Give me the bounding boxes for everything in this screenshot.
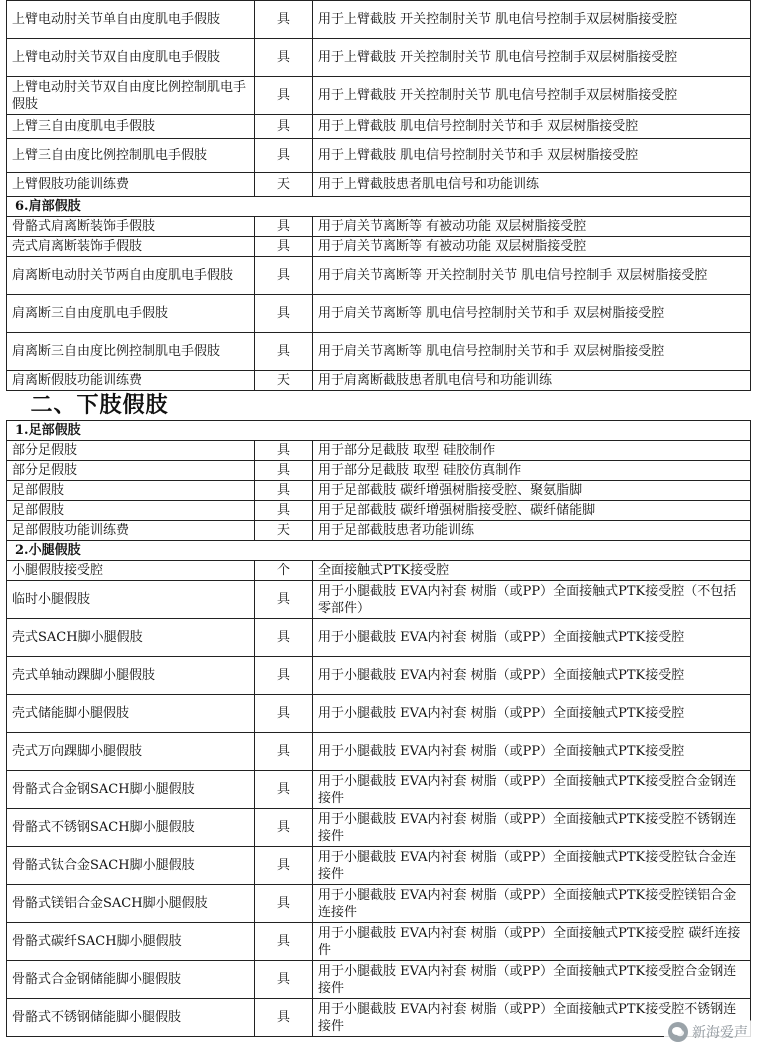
item-name: 骨骼式肩离断装饰手假肢: [7, 217, 255, 237]
item-description: 用于小腿截肢 EVA内衬套 树脂（或PP）全面接触式PTK接受腔（不包括零部件）: [313, 581, 751, 619]
item-unit: 具: [255, 257, 313, 295]
item-name: 上臂电动肘关节双自由度肌电手假肢: [7, 39, 255, 77]
item-description: 用于小腿截肢 EVA内衬套 树脂（或PP）全面接触式PTK接受腔钛合金连接件: [313, 847, 751, 885]
item-unit: 具: [255, 501, 313, 521]
item-name: 骨骼式不锈钢SACH脚小腿假肢: [7, 809, 255, 847]
item-name: 上臂三自由度肌电手假肢: [7, 115, 255, 139]
item-name: 骨骼式合金钢储能脚小腿假肢: [7, 961, 255, 999]
item-description: 用于小腿截肢 EVA内衬套 树脂（或PP）全面接触式PTK接受腔合金钢连接件: [313, 961, 751, 999]
item-unit: 具: [255, 999, 313, 1037]
item-description: 用于上臂截肢 肌电信号控制肘关节和手 双层树脂接受腔: [313, 115, 751, 139]
table-row: [7, 461, 751, 481]
item-unit: 具: [255, 809, 313, 847]
item-unit: 具: [255, 733, 313, 771]
watermark-text: 新海爱声: [692, 1025, 748, 1041]
item-name: 肩离断电动肘关节两自由度肌电手假肢: [7, 257, 255, 295]
item-name: 壳式万向踝脚小腿假肢: [7, 733, 255, 771]
item-name: 壳式肩离断装饰手假肢: [7, 237, 255, 257]
item-description: 用于小腿截肢 EVA内衬套 树脂（或PP）全面接触式PTK接受腔: [313, 695, 751, 733]
item-name: 临时小腿假肢: [7, 581, 255, 619]
item-description: 用于部分足截肢 取型 硅胶制作: [313, 441, 751, 461]
table-row: [7, 371, 751, 391]
item-unit: 具: [255, 847, 313, 885]
item-description: 用于小腿截肢 EVA内衬套 树脂（或PP）全面接触式PTK接受腔合金钢连接件: [313, 771, 751, 809]
item-unit: 天: [255, 173, 313, 197]
table-row: [7, 295, 751, 333]
table-row: [7, 501, 751, 521]
item-name: 骨骼式合金钢SACH脚小腿假肢: [7, 771, 255, 809]
item-unit: 具: [255, 771, 313, 809]
item-name: 骨骼式不锈钢储能脚小腿假肢: [7, 999, 255, 1037]
item-description: 用于小腿截肢 EVA内衬套 树脂（或PP）全面接触式PTK接受腔镁铝合金连接件: [313, 885, 751, 923]
table-row: [7, 923, 751, 961]
watermark: [664, 1020, 752, 1044]
item-description: 用于小腿截肢 EVA内衬套 树脂（或PP）全面接触式PTK接受腔: [313, 657, 751, 695]
item-description: 全面接触式PTK接受腔: [313, 561, 751, 581]
item-name: 骨骼式镁铝合金SACH脚小腿假肢: [7, 885, 255, 923]
item-description: 用于小腿截肢 EVA内衬套 树脂（或PP）全面接触式PTK接受腔不锈钢连接件: [313, 809, 751, 847]
item-description: 用于肩关节离断等 肌电信号控制肘关节和手 双层树脂接受腔: [313, 333, 751, 371]
item-unit: 具: [255, 217, 313, 237]
table-row: [7, 441, 751, 461]
table-row: [7, 733, 751, 771]
table-row: [7, 657, 751, 695]
table-row: [7, 999, 751, 1037]
item-name: 足部假肢: [7, 481, 255, 501]
table-row: [7, 77, 751, 115]
item-description: 用于部分足截肢 取型 硅胶仿真制作: [313, 461, 751, 481]
item-unit: 具: [255, 581, 313, 619]
table-row: [7, 1, 751, 39]
item-name: 部分足假肢: [7, 461, 255, 481]
item-description: 用于足部截肢 碳纤增强树脂接受腔、聚氨脂脚: [313, 481, 751, 501]
table-row: [7, 809, 751, 847]
part-heading: 二、下肢假肢: [7, 391, 751, 421]
item-description: 用于上臂截肢 开关控制肘关节 肌电信号控制手双层树脂接受腔: [313, 1, 751, 39]
table-row: [7, 961, 751, 999]
item-description: 用于肩关节离断等 有被动功能 双层树脂接受腔: [313, 217, 751, 237]
item-description: 用于小腿截肢 EVA内衬套 树脂（或PP）全面接触式PTK接受腔: [313, 619, 751, 657]
table-row: [7, 847, 751, 885]
item-description: 用于上臂截肢 肌电信号控制肘关节和手 双层树脂接受腔: [313, 139, 751, 173]
item-unit: 具: [255, 39, 313, 77]
item-description: 用于上臂截肢 开关控制肘关节 肌电信号控制手双层树脂接受腔: [313, 39, 751, 77]
item-description: 用于肩关节离断等 肌电信号控制肘关节和手 双层树脂接受腔: [313, 295, 751, 333]
table-row: [7, 521, 751, 541]
item-unit: 具: [255, 923, 313, 961]
item-unit: 具: [255, 619, 313, 657]
item-unit: 具: [255, 77, 313, 115]
section-heading-row: [7, 197, 751, 217]
item-unit: 具: [255, 885, 313, 923]
section-heading: 6.肩部假肢: [7, 197, 751, 217]
section-heading: 1.足部假肢: [7, 421, 751, 441]
item-unit: 具: [255, 961, 313, 999]
item-name: 骨骼式钛合金SACH脚小腿假肢: [7, 847, 255, 885]
item-name: 上臂电动肘关节双自由度比例控制肌电手假肢: [7, 77, 255, 115]
item-name: 足部假肢: [7, 501, 255, 521]
item-description: 用于肩关节离断等 开关控制肘关节 肌电信号控制手 双层树脂接受腔: [313, 257, 751, 295]
item-unit: 具: [255, 1, 313, 39]
table-row: [7, 333, 751, 371]
item-description: 用于上臂截肢患者肌电信号和功能训练: [313, 173, 751, 197]
item-description: 用于小腿截肢 EVA内衬套 树脂（或PP）全面接触式PTK接受腔 碳纤连接件: [313, 923, 751, 961]
table-row: [7, 561, 751, 581]
table-row: [7, 771, 751, 809]
item-description: 用于上臂截肢 开关控制肘关节 肌电信号控制手双层树脂接受腔: [313, 77, 751, 115]
chat-bubble-icon: [668, 1022, 688, 1042]
item-unit: 天: [255, 371, 313, 391]
item-name: 上臂假肢功能训练费: [7, 173, 255, 197]
table-row: [7, 885, 751, 923]
item-unit: 具: [255, 237, 313, 257]
section-heading: 2.小腿假肢: [7, 541, 751, 561]
item-name: 小腿假肢接受腔: [7, 561, 255, 581]
section-heading-row: [7, 541, 751, 561]
item-unit: 具: [255, 657, 313, 695]
item-description: 用于足部截肢 碳纤增强树脂接受腔、碳纤储能脚: [313, 501, 751, 521]
item-name: 肩离断三自由度肌电手假肢: [7, 295, 255, 333]
table-row: [7, 619, 751, 657]
item-name: 骨骼式碳纤SACH脚小腿假肢: [7, 923, 255, 961]
item-unit: 个: [255, 561, 313, 581]
item-unit: 具: [255, 333, 313, 371]
item-unit: 具: [255, 139, 313, 173]
table-row: [7, 581, 751, 619]
part-heading-row: [7, 391, 751, 421]
item-name: 上臂三自由度比例控制肌电手假肢: [7, 139, 255, 173]
item-name: 肩离断假肢功能训练费: [7, 371, 255, 391]
table-row: [7, 173, 751, 197]
section-heading-row: [7, 421, 751, 441]
table-body: [7, 1, 751, 1037]
item-name: 肩离断三自由度比例控制肌电手假肢: [7, 333, 255, 371]
prosthesis-price-table: [6, 0, 751, 1037]
item-name: 上臂电动肘关节单自由度肌电手假肢: [7, 1, 255, 39]
item-unit: 具: [255, 441, 313, 461]
table-row: [7, 115, 751, 139]
table-row: [7, 139, 751, 173]
item-description: 用于肩离断截肢患者肌电信号和功能训练: [313, 371, 751, 391]
item-unit: 天: [255, 521, 313, 541]
item-name: 壳式储能脚小腿假肢: [7, 695, 255, 733]
item-unit: 具: [255, 295, 313, 333]
item-description: 用于足部截肢患者功能训练: [313, 521, 751, 541]
item-description: 用于小腿截肢 EVA内衬套 树脂（或PP）全面接触式PTK接受腔: [313, 733, 751, 771]
item-description: 用于小腿截肢 EVA内衬套 树脂（或PP）全面接触式PTK接受腔不锈钢连接件: [313, 999, 751, 1037]
table-row: [7, 481, 751, 501]
item-name: 壳式SACH脚小腿假肢: [7, 619, 255, 657]
item-name: 足部假肢功能训练费: [7, 521, 255, 541]
table-row: [7, 257, 751, 295]
item-unit: 具: [255, 461, 313, 481]
table-row: [7, 39, 751, 77]
item-unit: 具: [255, 481, 313, 501]
table-row: [7, 695, 751, 733]
item-unit: 具: [255, 695, 313, 733]
table-row: [7, 237, 751, 257]
item-name: 部分足假肢: [7, 441, 255, 461]
item-name: 壳式单轴动踝脚小腿假肢: [7, 657, 255, 695]
table-row: [7, 217, 751, 237]
item-description: 用于肩关节离断等 有被动功能 双层树脂接受腔: [313, 237, 751, 257]
item-unit: 具: [255, 115, 313, 139]
